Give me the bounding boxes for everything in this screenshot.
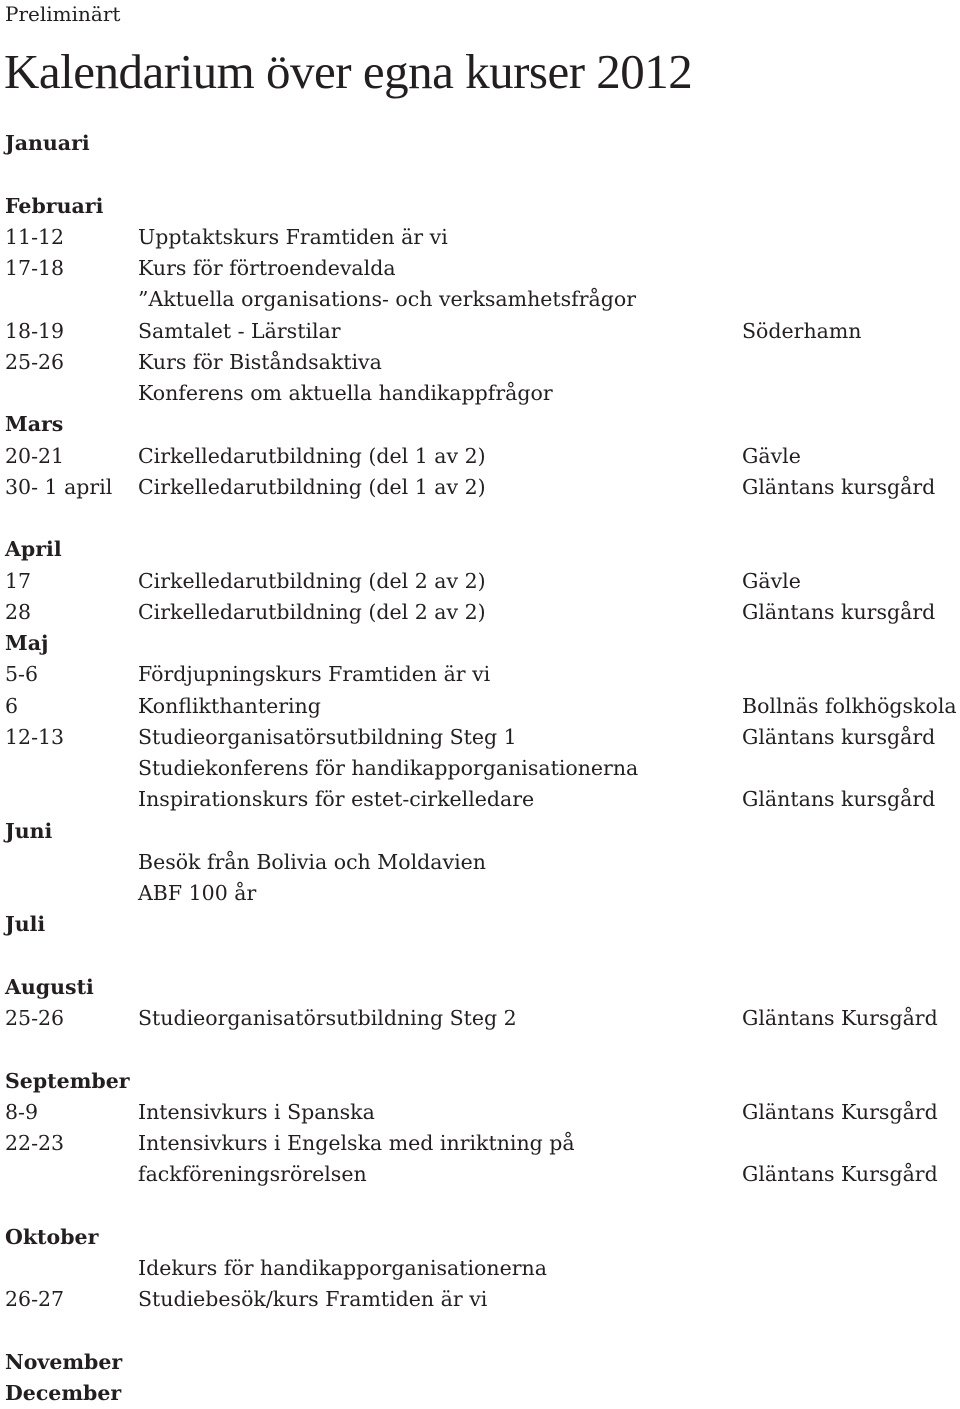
course-name: Intensivkurs i Engelska med inriktning på xyxy=(138,1131,575,1155)
course-date: 30- 1 april xyxy=(5,474,113,499)
course-name: Inspirationskurs för estet-cirkelledare xyxy=(138,787,535,812)
course-location: Gläntans Kursgård xyxy=(742,1099,938,1124)
course-row xyxy=(0,847,960,878)
course-row xyxy=(0,1003,960,1034)
course-row xyxy=(0,691,960,722)
course-name: fackföreningsrörelsen xyxy=(138,1162,367,1187)
course-row xyxy=(0,222,960,253)
course-name: Cirkelledarutbildning (del 1 av 2) xyxy=(138,474,486,499)
course-name: ”Aktuella organisations- och verksamhetsfrågor xyxy=(138,287,637,312)
course-row xyxy=(0,253,960,284)
month-heading-row xyxy=(0,1378,960,1409)
course-location: Gläntans Kursgård xyxy=(742,1006,938,1030)
course-name: ABF 100 år xyxy=(138,881,257,905)
course-row xyxy=(0,1284,960,1315)
course-row xyxy=(0,1159,960,1190)
course-row xyxy=(0,753,960,784)
course-row xyxy=(0,347,960,378)
course-name: Cirkelledarutbildning (del 2 av 2) xyxy=(138,599,486,624)
course-date: 17 xyxy=(5,568,32,593)
course-name: Cirkelledarutbildning (del 2 av 2) xyxy=(138,568,486,593)
month-heading: Juli xyxy=(5,912,46,937)
month-heading: December xyxy=(5,1381,122,1405)
month-heading-row xyxy=(0,1222,960,1253)
course-location: Bollnäs folkhögskola xyxy=(742,693,957,718)
blank-row xyxy=(0,159,960,190)
course-calendar xyxy=(0,128,960,1409)
course-date: 26-27 xyxy=(5,1287,65,1312)
page-title: Kalendarium över egna kurser 2012 xyxy=(4,44,693,99)
course-date: 11-12 xyxy=(5,224,65,249)
month-heading-row xyxy=(0,816,960,847)
course-date: 8-9 xyxy=(5,1099,39,1124)
month-heading: Oktober xyxy=(5,1224,99,1249)
month-heading-row xyxy=(0,628,960,659)
month-heading-row xyxy=(0,972,960,1003)
course-row xyxy=(0,566,960,597)
course-name: Konflikthantering xyxy=(138,693,321,718)
course-row xyxy=(0,1253,960,1284)
course-name: Kurs för Biståndsaktiva xyxy=(138,349,382,374)
course-name: Konferens om aktuella handikappfrågor xyxy=(138,381,553,405)
preliminary-label: Preliminärt xyxy=(5,2,121,26)
course-location: Gläntans kursgård xyxy=(742,724,936,749)
course-date: 5-6 xyxy=(5,662,39,687)
course-name: Idekurs för handikapporganisationerna xyxy=(138,1256,547,1280)
month-heading: Januari xyxy=(5,131,90,155)
course-location: Söderhamn xyxy=(742,318,862,343)
month-heading-row xyxy=(0,1347,960,1378)
course-row xyxy=(0,722,960,753)
month-heading: Augusti xyxy=(5,974,94,999)
course-date: 20-21 xyxy=(5,443,65,468)
month-heading: Februari xyxy=(5,193,104,218)
course-row xyxy=(0,784,960,815)
month-heading: Juni xyxy=(5,818,53,843)
course-row xyxy=(0,284,960,315)
course-name: Samtalet - Lärstilar xyxy=(138,318,341,343)
month-heading-row xyxy=(0,534,960,565)
course-location: Gävle xyxy=(742,568,801,593)
blank-row xyxy=(0,1316,960,1347)
course-date: 25-26 xyxy=(5,1006,65,1030)
course-row xyxy=(0,1128,960,1159)
course-date: 28 xyxy=(5,599,32,624)
course-name: Studiekonferens för handikapporganisationerna xyxy=(138,756,639,780)
course-row xyxy=(0,378,960,409)
course-location: Gävle xyxy=(742,443,801,468)
month-heading-row xyxy=(0,191,960,222)
course-name: Studieorganisatörsutbildning Steg 1 xyxy=(138,724,517,749)
course-name: Fördjupningskurs Framtiden är vi xyxy=(138,662,491,687)
month-heading-row xyxy=(0,909,960,940)
course-location: Gläntans kursgård xyxy=(742,787,936,812)
course-row xyxy=(0,1097,960,1128)
course-date: 22-23 xyxy=(5,1131,65,1155)
month-heading: November xyxy=(5,1349,123,1374)
course-name: Studiebesök/kurs Framtiden är vi xyxy=(138,1287,488,1312)
course-row xyxy=(0,659,960,690)
course-row xyxy=(0,878,960,909)
course-row xyxy=(0,316,960,347)
blank-row xyxy=(0,1034,960,1065)
course-name: Upptaktskurs Framtiden är vi xyxy=(138,224,448,249)
course-row xyxy=(0,597,960,628)
course-row xyxy=(0,472,960,503)
blank-row xyxy=(0,503,960,534)
month-heading-row xyxy=(0,409,960,440)
month-heading-row xyxy=(0,1066,960,1097)
blank-row xyxy=(0,1191,960,1222)
month-heading: Mars xyxy=(5,412,64,437)
course-date: 17-18 xyxy=(5,256,65,280)
course-name: Studieorganisatörsutbildning Steg 2 xyxy=(138,1006,517,1030)
course-row xyxy=(0,441,960,472)
course-name: Cirkelledarutbildning (del 1 av 2) xyxy=(138,443,486,468)
course-name: Kurs för förtroendevalda xyxy=(138,256,396,280)
course-location: Gläntans kursgård xyxy=(742,599,936,624)
course-name: Besök från Bolivia och Moldavien xyxy=(138,849,486,874)
course-location: Gläntans Kursgård xyxy=(742,1162,938,1187)
course-name: Intensivkurs i Spanska xyxy=(138,1099,375,1124)
course-date: 18-19 xyxy=(5,318,65,343)
month-heading: April xyxy=(5,537,62,562)
month-heading: Maj xyxy=(5,631,49,655)
month-heading: September xyxy=(5,1068,130,1093)
course-location: Gläntans kursgård xyxy=(742,474,936,499)
course-date: 6 xyxy=(5,693,19,718)
course-date: 25-26 xyxy=(5,349,65,374)
month-heading-row xyxy=(0,128,960,159)
course-date: 12-13 xyxy=(5,724,65,749)
blank-row xyxy=(0,941,960,972)
